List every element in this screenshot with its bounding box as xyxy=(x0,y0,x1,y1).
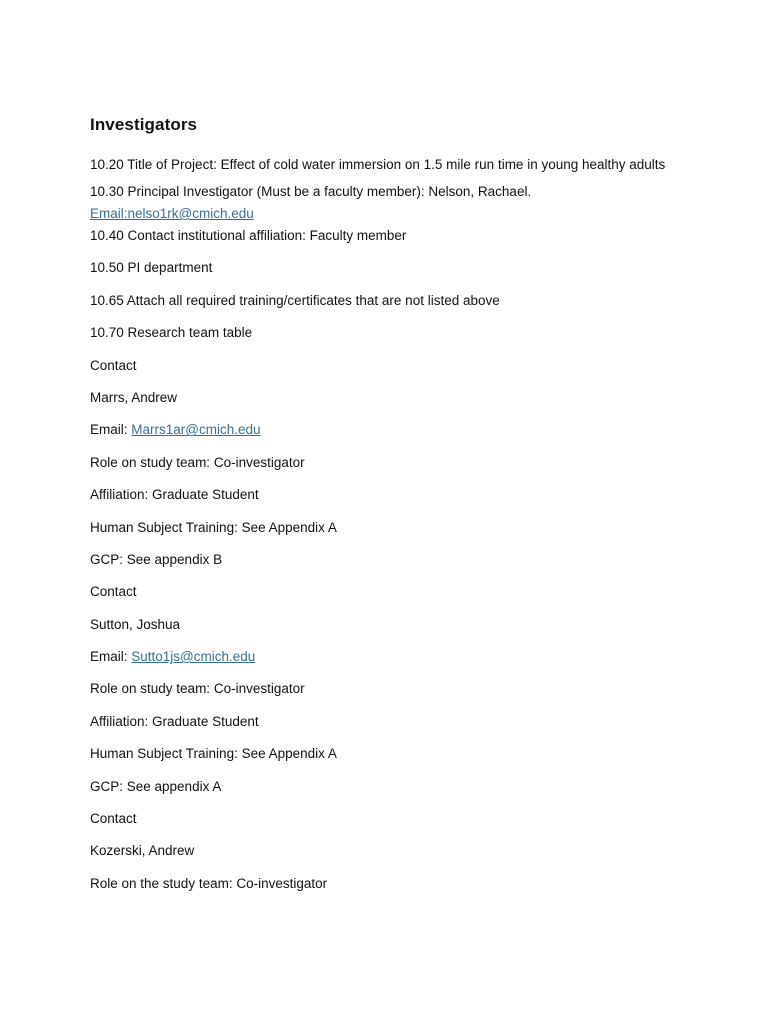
contact-name: Marrs, Andrew xyxy=(90,389,178,405)
pi-department: 10.50 PI department xyxy=(90,260,213,276)
contact-email-line xyxy=(90,646,670,668)
contact-name: Sutton, Joshua xyxy=(90,616,181,632)
contact-email-link[interactable]: Marrs1ar@cmich.edu xyxy=(131,422,261,438)
section-heading: Investigators xyxy=(90,115,198,134)
email-label: Email: xyxy=(90,422,132,438)
contact-gcp: GCP: See appendix A xyxy=(90,778,222,794)
attach-certificates: 10.65 Attach all required training/certificates that are not listed above xyxy=(90,292,500,308)
contact-role: Role on study team: Co-investigator xyxy=(90,454,305,470)
contact-role: Role on study team: Co-investigator xyxy=(90,681,305,697)
contact-label: Contact xyxy=(90,357,137,373)
contact-training: Human Subject Training: See Appendix A xyxy=(90,746,337,762)
pi-email-line xyxy=(90,203,670,225)
contact-email-line xyxy=(90,419,670,441)
contact-name: Kozerski, Andrew xyxy=(90,843,195,859)
institutional-affiliation: 10.40 Contact institutional affiliation: Faculty member xyxy=(90,228,407,243)
contact-training: Human Subject Training: See Appendix A xyxy=(90,519,337,535)
contact-label: Contact xyxy=(90,584,137,600)
contact-gcp: GCP: See appendix B xyxy=(90,551,223,567)
document-page xyxy=(90,112,670,895)
email-label: Email: xyxy=(90,649,132,665)
research-team-table: 10.70 Research team table xyxy=(90,325,253,341)
contact-affiliation: Affiliation: Graduate Student xyxy=(90,713,259,729)
contact-label: Contact xyxy=(90,811,137,827)
project-title: 10.20 Title of Project: Effect of cold water immersion on 1.5 mile run time in young healthy adults xyxy=(90,157,666,172)
contact-affiliation: Affiliation: Graduate Student xyxy=(90,487,259,503)
contact-email-link[interactable]: Sutto1js@cmich.edu xyxy=(131,649,256,665)
pi-email-link[interactable]: Email:nelso1rk@cmich.edu xyxy=(90,206,254,221)
contact-role: Role on the study team: Co-investigator xyxy=(90,875,328,891)
principal-investigator: 10.30 Principal Investigator (Must be a faculty member): Nelson, Rachael. xyxy=(90,184,532,199)
